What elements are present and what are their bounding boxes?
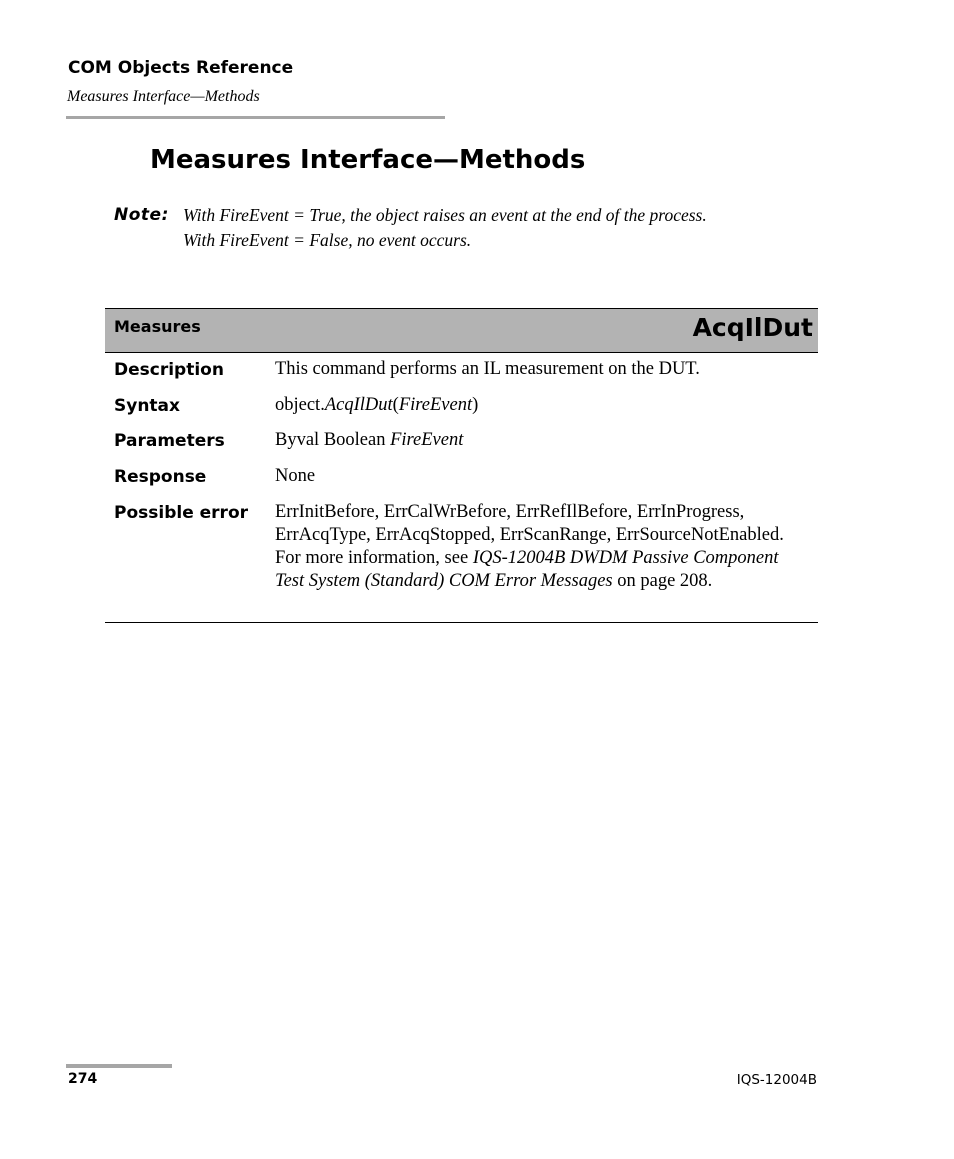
description-label: Description bbox=[114, 360, 224, 380]
note-text-line-2: With FireEvent = False, no event occurs. bbox=[183, 230, 472, 250]
possible-error-page-ref: on page 208. bbox=[612, 571, 713, 591]
running-header-title: COM Objects Reference bbox=[68, 58, 294, 78]
possible-error-label: Possible error bbox=[114, 503, 249, 523]
syntax-prefix: object. bbox=[275, 395, 325, 415]
parameters-type: Byval Boolean bbox=[275, 430, 391, 450]
syntax-close-paren: ) bbox=[472, 395, 479, 415]
header-divider bbox=[66, 116, 445, 119]
description-value: This command performs an IL measurement on the DUT. bbox=[275, 359, 700, 379]
response-label: Response bbox=[114, 467, 207, 487]
syntax-value bbox=[275, 394, 815, 417]
note-label: Note: bbox=[114, 205, 169, 225]
table-header bbox=[105, 309, 818, 353]
syntax-method: AcqIlDut bbox=[324, 395, 393, 415]
syntax-param: FireEvent bbox=[398, 395, 473, 415]
parameters-label: Parameters bbox=[114, 431, 225, 451]
note-text-line-1: With FireEvent = True, the object raises an event at the end of the process. bbox=[183, 205, 707, 225]
table-bottom-border bbox=[105, 622, 818, 623]
footer-divider bbox=[66, 1064, 172, 1068]
table-method-name: AcqIlDut bbox=[692, 313, 813, 342]
response-value: None bbox=[275, 466, 316, 486]
parameters-name: FireEvent bbox=[390, 430, 464, 450]
syntax-label: Syntax bbox=[114, 396, 180, 416]
error-messages-link[interactable]: IQS-12004B DWDM Passive Component Test System (Standard) COM Error Messages bbox=[275, 548, 779, 591]
possible-error-value bbox=[275, 501, 810, 593]
syntax-open-paren: ( bbox=[392, 395, 399, 415]
page-number: 274 bbox=[68, 1071, 98, 1087]
running-header-subtitle: Measures Interface—Methods bbox=[67, 88, 260, 105]
document-code: IQS-12004B bbox=[736, 1072, 817, 1088]
table-category-label: Measures bbox=[114, 317, 201, 336]
page-title: Measures Interface—Methods bbox=[150, 145, 586, 175]
possible-error-list: ErrInitBefore, ErrCalWrBefore, ErrRefIlBefore, ErrInProgress, ErrAcqType, ErrAcqStopped, ErrScanRange, ErrSourceNotEnabled. For more information, see bbox=[275, 502, 784, 568]
parameters-value bbox=[275, 429, 815, 452]
